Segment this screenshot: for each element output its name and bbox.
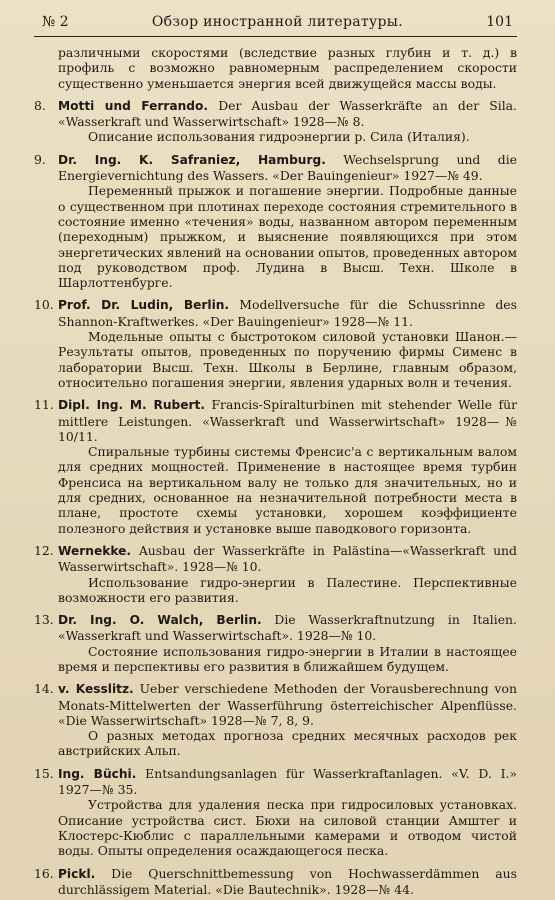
issue-number: № 2: [42, 14, 69, 30]
entry-author: Prof. Dr. Ludin, Berlin.: [58, 298, 230, 313]
entry-author: Dipl. Ing. M. Rubert.: [58, 398, 205, 413]
entry-author: Pickl.: [58, 866, 96, 881]
entry-author: Dr. Ing. O. Walch, Berlin.: [58, 613, 262, 628]
entry-title: Modellversuche für die Schussrinne des Shannon-Kraftwerkes. «Der Bauingenieur» 1928—№ 11.: [58, 297, 517, 329]
entry-13: [34, 612, 517, 674]
entry-citation: [34, 397, 517, 444]
entry-citation: [34, 681, 517, 728]
page-header: [34, 14, 517, 37]
entry-description: Использование гидро-энергии в Палестине. Перспективные возможности его развития.: [58, 574, 517, 605]
entry-15: [34, 766, 517, 859]
entry-title: Die Querschnittbemessung von Hochwasserdämmen aus durchlässigem Material. «Die Bautechnik». 1928—№ 44.: [58, 865, 517, 897]
entry-citation: [34, 297, 517, 329]
entry-number: 12.: [34, 542, 54, 558]
entry-citation: [34, 152, 517, 184]
running-title: Обзор иностранной литературы.: [151, 14, 403, 30]
entry-description: Переменный прыжок и погашение энергии. Подробные данные о существенном при плотинах переходе состояния стремительного в состояние именно «течения» воды, названном автором переменным (переходным) прыжком, и выяснение появляющихся при этом энергетических явлений на основании опытов, проведенных автором под руководством проф. Лудина в Высш. Техн. Школе в Шарлоттенбурге.: [58, 183, 517, 291]
entry-description: Состояние использования гидро-энергии в Италии в настоящее время и перспективы его развития в ближайшем будущем.: [58, 643, 517, 674]
entry-10: [34, 297, 517, 390]
entry-citation: [34, 612, 517, 644]
entry-title: Wechselsprung und die Energievernichtung des Wassers. «Der Bauingenieur» 1927—№ 49.: [58, 151, 518, 184]
continued-text: различными скоростями (вследствие разных глубин и т. д.) в профиль с возможно равномерным распределением скорости существенно уменьшается энергия всей движущейся массы воды.: [58, 45, 517, 91]
entry-8: [34, 98, 517, 145]
entry-author: Motti und Ferrando.: [58, 98, 209, 113]
entry-description: Спиральные турбины системы Френсис'а с вертикальным валом для средних мощностей. Применение в настоящее время турбин Френсиса на вертикальном валу не только для значительных, но и для средних, основанное на незначительной потребности места в плане, простоте схемы установки, хорошем коэффициенте полезного действия и установке выше паводкового горизонта.: [58, 444, 517, 536]
entry-number: 14.: [34, 681, 54, 697]
entry-description: О разных методах прогноза средних месячных расходов рек австрийских Альп.: [58, 728, 517, 759]
entry-11: [34, 397, 517, 536]
entry-number: 9.: [34, 151, 46, 167]
page-number: 101: [486, 14, 513, 30]
entry-citation: [34, 766, 517, 798]
entry-description: Модельные опыты с быстротоком силовой установки Шанон.— Результаты опытов, проведенных по поручению фирмы Сименс в лаборатории Высш. Техн. Школы в Берлине, главным образом, относительно погашения энергии, явления ударных волн и течения.: [58, 329, 517, 390]
entry-9: [34, 152, 517, 291]
entry-citation: [34, 543, 517, 575]
entry-citation: [34, 866, 517, 898]
entry-title: Entsandungsanlagen für Wasserkraftanlagen. «V. D. I.» 1927—№ 35.: [58, 765, 517, 798]
entry-number: 16.: [34, 865, 54, 881]
entry-title: Die Wasserkraftnutzung in Italien. «Wasserkraft und Wasserwirtschaft». 1928—№ 10.: [58, 612, 517, 644]
entry-description: Описание использования гидроэнергии р. Сила (Италия).: [88, 129, 470, 145]
entry-author: Dr. Ing. K. Safraniez, Hamburg.: [58, 152, 326, 167]
entry-title: Ueber verschiedene Methoden der Vorausberechnung von Monats-Mittelwerten der Wasserführung österreichischer Alpenflüsse. «Die Wasserwirtschaft» 1928—№ 7, 8, 9.: [58, 681, 518, 728]
entry-12: [34, 543, 517, 605]
entry-author: v. Kesslitz.: [58, 682, 134, 697]
entry-citation: [34, 98, 517, 130]
entry-title: Ausbau der Wasserkräfte in Palästina—«Wasserkraft und Wasserwirtschaft». 1928—№ 10.: [58, 542, 517, 575]
entry-16: [34, 866, 517, 898]
entry-title: Der Ausbau der Wasserkräfte an der Sila. «Wasserkraft und Wasserwirtschaft» 1928—№ 8.: [58, 97, 517, 130]
entry-number: 11.: [34, 397, 54, 413]
entry-14: [34, 681, 517, 758]
entry-title: Francis-Spiralturbinen mit stehender Welle für mittlere Leistungen. «Wasserkraft und Wasserwirtschaft» 1928—№ 10/11.: [58, 397, 517, 444]
entry-number: 10.: [34, 297, 54, 313]
entry-author: Wernekke.: [58, 543, 132, 558]
entry-number: 8.: [34, 97, 46, 113]
entry-author: Ing. Büchi.: [58, 766, 137, 781]
entry-number: 13.: [34, 612, 54, 628]
entry-description: Устройства для удаления песка при гидросиловых установках. Описание устройства сист. Бюхи на силовой станции Амштег и Клостерс-Кюблис с параллельными камерами и отводом чистой воды. Опыты определения осаждающегося песка.: [58, 797, 517, 859]
bibliography: [34, 45, 517, 897]
entry-number: 15.: [34, 765, 54, 781]
